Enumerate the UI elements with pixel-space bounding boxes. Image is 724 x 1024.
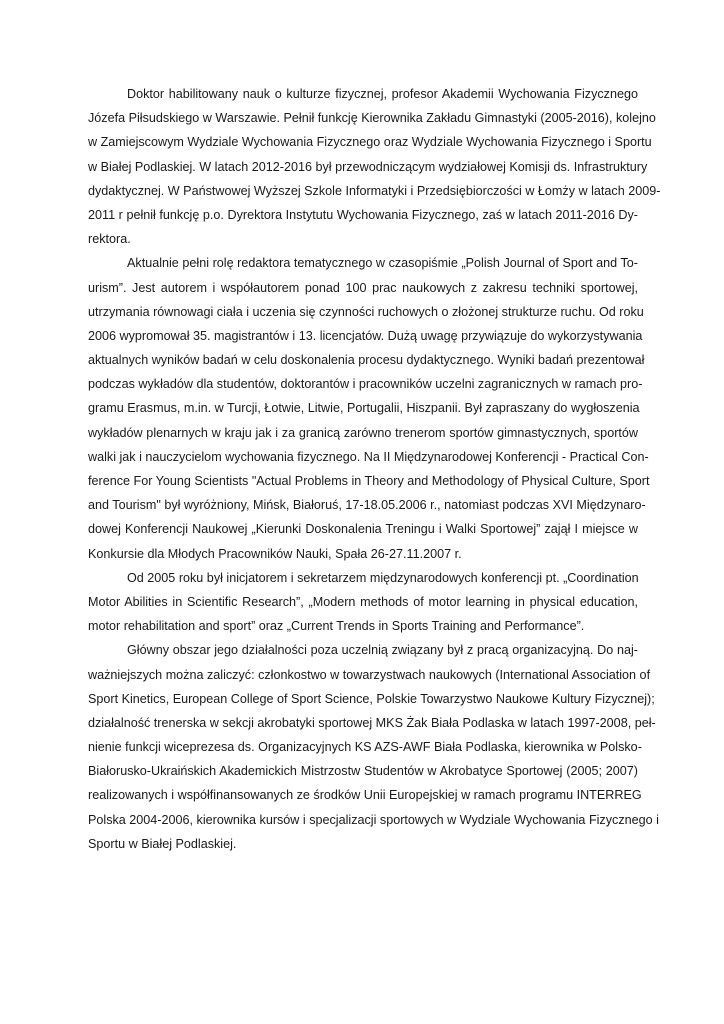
document-body bbox=[88, 82, 661, 856]
text-line: Od 2005 roku był inicjatorem i sekretarzem międzynarodowych konferencji pt. „Coordination bbox=[127, 570, 639, 585]
text-line: rektora. bbox=[88, 232, 131, 247]
text-line: motor rehabilitation and sport” oraz „Current Trends in Sports Training and Performance”. bbox=[88, 619, 585, 634]
text-line: walki jak i nauczycielom wychowania fizycznego. Na II Międzynarodowej Konferencji - Practical Con- bbox=[88, 449, 649, 464]
text-line: Motor Abilities in Scientific Research”, „Modern methods of motor learning in physical education, bbox=[88, 594, 638, 609]
text-line: realizowanych i współfinansowanych ze środków Unii Europejskiej w ramach programu INTERREG bbox=[88, 788, 642, 803]
text-line: Polska 2004-2006, kierownika kursów i specjalizacji sportowych w Wydziale Wychowania Fizycznego i bbox=[88, 812, 659, 827]
paragraph-4 bbox=[88, 638, 659, 856]
text-line: wykładów plenarnych w kraju jak i za granicą zarówno trenerom sportów gimnastycznych, sportów bbox=[88, 425, 638, 440]
text-line: ważniejszych można zaliczyć: członkostwo w towarzystwach naukowych (International Association of bbox=[88, 667, 651, 682]
text-line: urism”. Jest autorem i współautorem ponad 100 prac naukowych z zakresu techniki sportowej, bbox=[88, 280, 638, 295]
text-line: dydaktycznej. W Państwowej Wyższej Szkole Informatyki i Przedsiębiorczości w Łomży w latach 2009- bbox=[88, 183, 661, 198]
text-line: w Białej Podlaskiej. W latach 2012-2016 był przewodniczącym wydziałowej Komisji ds. Infrastruktury bbox=[88, 159, 648, 174]
text-line: działalność trenerska w sekcji akrobatyki sportowej MKS Żak Biała Podlaska w latach 1997-2008, peł- bbox=[88, 715, 656, 730]
text-line: Józefa Piłsudskiego w Warszawie. Pełnił funkcję Kierownika Zakładu Gimnastyki (2005-2016), kolejno bbox=[88, 111, 656, 126]
text-line: ference For Young Scientists "Actual Problems in Theory and Methodology of Physical Culture, Sport bbox=[88, 474, 650, 488]
text-line: Główny obszar jego działalności poza uczelnią związany był z pracą organizacyjną. Do naj- bbox=[127, 643, 638, 658]
paragraph-2 bbox=[88, 251, 650, 565]
paragraph-3 bbox=[88, 566, 638, 639]
text-line: 2006 wypromował 35. magistrantów i 13. licencjatów. Dużą uwagę przywiązuje do wykorzystywania bbox=[88, 328, 643, 343]
text-line: utrzymania równowagi ciała i uczenia się czynności ruchowych o złożonej strukturze ruchu. Od roku bbox=[88, 304, 644, 319]
paragraph-1 bbox=[88, 82, 661, 251]
text-line: 2011 r pełnił funkcję p.o. Dyrektora Instytutu Wychowania Fizycznego, zaś w latach 2011-2016 Dy- bbox=[88, 207, 638, 222]
text-line: Białorusko-Ukraińskich Akademickich Mistrzostw Studentów w Akrobatyce Sportowej (2005; 2007) bbox=[88, 764, 638, 779]
text-line: Konkursie dla Młodych Pracowników Nauki, Spała 26-27.11.2007 r. bbox=[88, 546, 462, 561]
text-line: podczas wykładów dla studentów, doktorantów i pracowników uczelni zagranicznych w ramach pro- bbox=[88, 377, 643, 392]
text-line: aktualnych wyników badań w celu doskonalenia procesu dydaktycznego. Wyniki badań prezentował bbox=[88, 353, 645, 368]
text-line: nienie funkcji wiceprezesa ds. Organizacyjnych KS AZS-AWF Biała Podlaska, kierownika w Polsko- bbox=[88, 740, 642, 755]
text-line: and Tourism" był wyróżniony, Mińsk, Białoruś, 17-18.05.2006 r., natomiast podczas XVI Międzynaro- bbox=[88, 498, 646, 513]
text-line: gramu Erasmus, m.in. w Turcji, Łotwie, Litwie, Portugalii, Hiszpanii. Był zapraszany do wygłoszenia bbox=[88, 401, 640, 416]
text-line: w Zamiejscowym Wydziale Wychowania Fizycznego oraz Wydziale Wychowania Fizycznego i Sportu bbox=[88, 135, 652, 150]
text-line: dowej Konferencji Naukowej „Kierunki Doskonalenia Treningu i Walki Sportowej” zajął I miejsce w bbox=[88, 522, 638, 537]
text-line: Sport Kinetics, European College of Sport Science, Polskie Towarzystwo Naukowe Kultury Fizycznej); bbox=[88, 691, 655, 706]
text-line: Aktualnie pełni rolę redaktora tematycznego w czasopiśmie „Polish Journal of Sport and To- bbox=[127, 256, 638, 271]
text-line: Sportu w Białej Podlaskiej. bbox=[88, 836, 237, 851]
text-line: Doktor habilitowany nauk o kulturze fizycznej, profesor Akademii Wychowania Fizycznego bbox=[127, 87, 638, 101]
